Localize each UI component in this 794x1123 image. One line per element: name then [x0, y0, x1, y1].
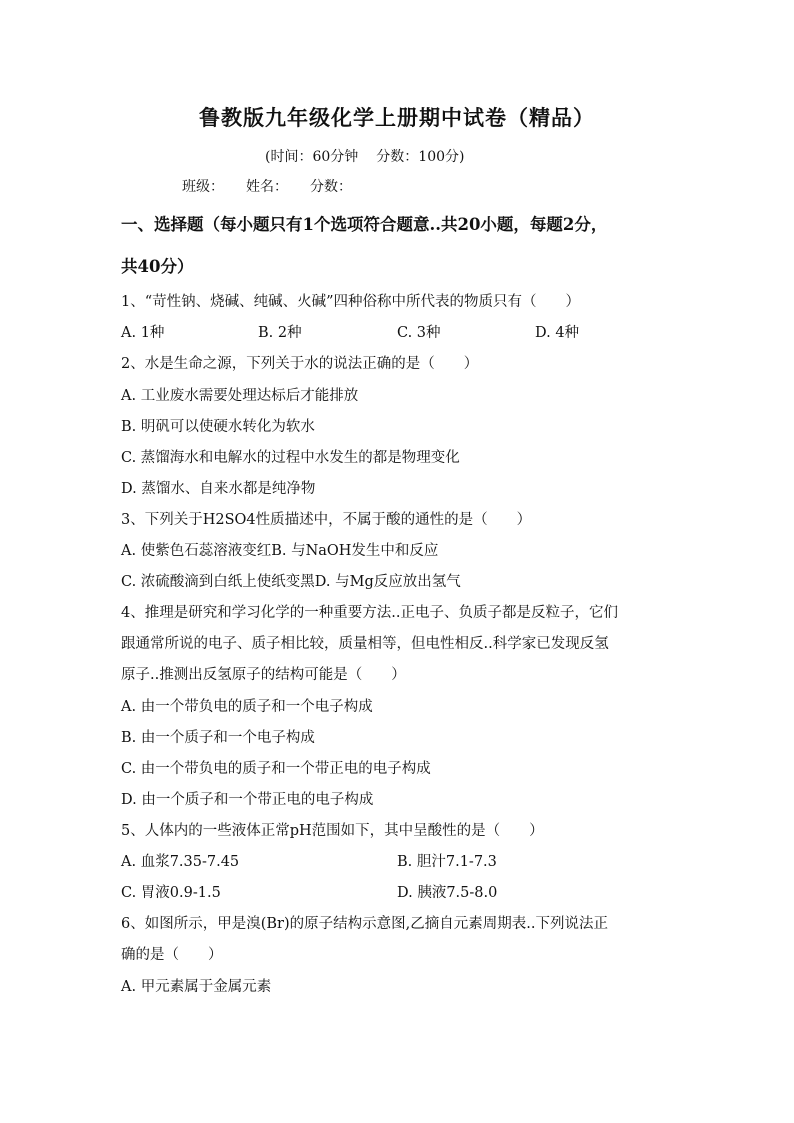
- question-6-stem-line-1: 6、如图所示，甲是溴(Br)的原子结构示意图,乙摘自元素周期表..下列说法正: [121, 916, 608, 932]
- exam-time: (时间：60分钟: [265, 149, 359, 165]
- question-2-stem: 2、水是生命之源，下列关于水的说法正确的是（ ）: [121, 356, 479, 372]
- question-3-stem: 3、下列关于H2SO4性质描述中，不属于酸的通性的是（ ）: [121, 512, 532, 528]
- section-heading: 一、选择题（每小题只有1个选项符合题意..共20小题，每题2分，: [121, 215, 608, 234]
- question-2-option-d: D. 蒸馏水、自来水都是纯净物: [121, 481, 316, 497]
- question-5-option-a: A. 血浆7.35-7.45: [121, 854, 240, 870]
- question-6-stem-line-2: 确的是（ ）: [121, 947, 223, 963]
- question-6-option-a: A. 甲元素属于金属元素: [121, 979, 272, 995]
- question-4-option-b: B. 由一个质子和一个电子构成: [121, 730, 315, 746]
- question-5-option-b: B. 胆汁7.1-7.3: [397, 854, 497, 870]
- question-4-stem-line-2: 跟通常所说的电子、质子相比较，质量相等，但电性相反..科学家已发现反氢: [121, 636, 609, 652]
- question-4-option-c: C. 由一个带负电的质子和一个带正电的电子构成: [121, 761, 431, 777]
- question-1-option-c: C. 3种: [397, 325, 441, 341]
- exam-total-score: 分数：100分): [376, 149, 465, 165]
- question-4-option-d: D. 由一个质子和一个带正电的电子构成: [121, 792, 374, 808]
- question-1-option-a: A. 1种: [121, 325, 165, 341]
- question-3-options-cd: C. 浓硫酸滴到白纸上使纸变黑D. 与Mg反应放出氢气: [121, 574, 461, 590]
- question-2-option-a: A. 工业废水需要处理达标后才能排放: [121, 388, 359, 404]
- class-label: 班级：: [182, 179, 224, 195]
- question-4-option-a: A. 由一个带负电的质子和一个电子构成: [121, 699, 373, 715]
- section-heading-cont: 共40分）: [121, 257, 194, 276]
- student-info: [182, 176, 374, 196]
- question-1-option-b: B. 2种: [258, 325, 302, 341]
- exam-meta: [265, 146, 482, 166]
- grade-label: 分数：: [310, 179, 352, 195]
- question-1-option-d: D. 4种: [535, 325, 580, 341]
- question-5-option-c: C. 胃液0.9-1.5: [121, 885, 221, 901]
- question-2-option-c: C. 蒸馏海水和电解水的过程中水发生的都是物理变化: [121, 450, 460, 466]
- question-3-options-ab: A. 使紫色石蕊溶液变红B. 与NaOH发生中和反应: [121, 543, 439, 559]
- question-4-stem-line-1: 4、推理是研究和学习化学的一种重要方法..正电子、负质子都是反粒子，它们: [121, 605, 618, 621]
- name-label: 姓名：: [246, 179, 288, 195]
- question-1-stem: 1、“苛性钠、烧碱、纯碱、火碱”四种俗称中所代表的物质只有（ ）: [121, 294, 581, 310]
- question-2-option-b: B. 明矾可以使硬水转化为软水: [121, 419, 315, 435]
- question-5-stem: 5、人体内的一些液体正常pH范围如下，其中呈酸性的是（ ）: [121, 823, 544, 839]
- question-5-option-d: D. 胰液7.5-8.0: [397, 885, 498, 901]
- question-4-stem-line-3: 原子..推测出反氢原子的结构可能是（ ）: [121, 667, 406, 683]
- page-title: 鲁教版九年级化学上册期中试卷（精品）: [199, 105, 595, 130]
